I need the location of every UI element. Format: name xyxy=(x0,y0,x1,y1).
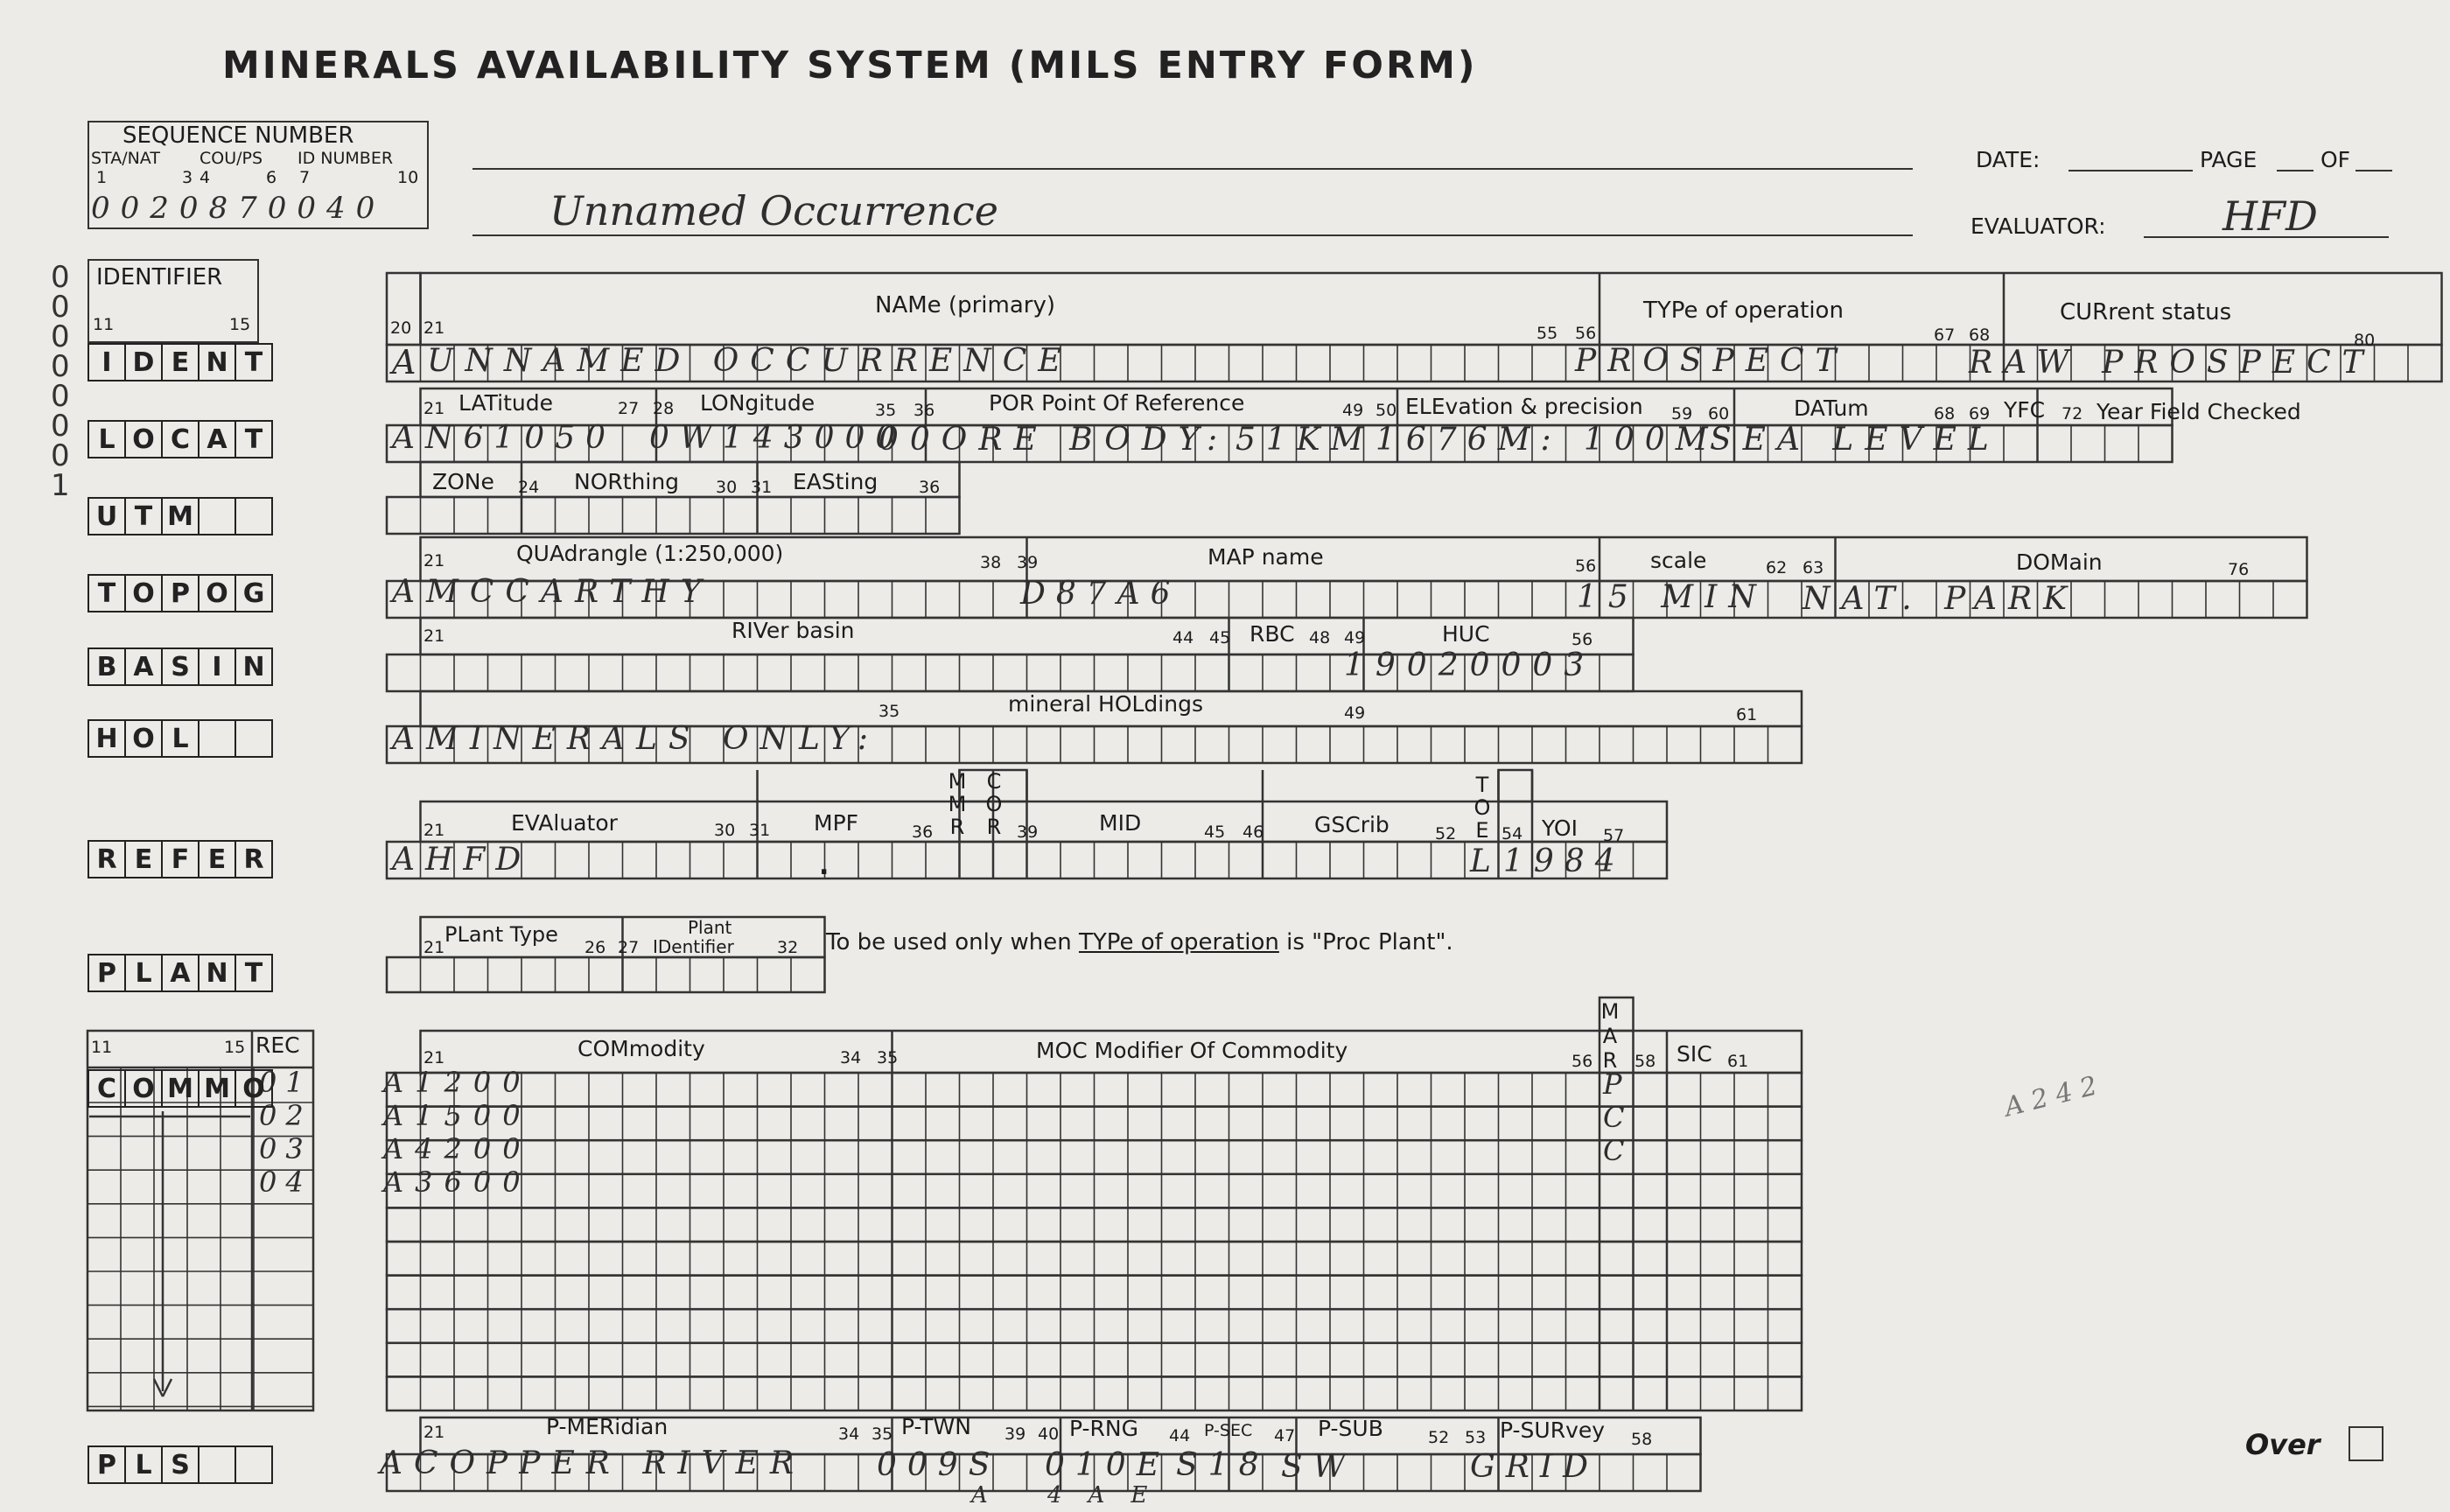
col-21: 21 xyxy=(424,318,445,338)
holdings-value: AMINERALS ONLY: xyxy=(392,721,880,757)
ident-name-value: UNNAMED OCCURRENCE xyxy=(427,343,1073,379)
locat-col-21: 21 xyxy=(424,399,445,418)
locat-col-69: 69 xyxy=(1969,404,1991,424)
twn-value: 009S xyxy=(877,1447,1001,1483)
locat-col-28: 28 xyxy=(653,399,675,418)
evaluator-label: EVALUATOR: xyxy=(1970,214,2106,239)
topog-col-39: 39 xyxy=(1017,553,1039,572)
commo-col-34: 34 xyxy=(840,1048,862,1068)
rng-label: P-RNG xyxy=(1069,1416,1138,1441)
margin-note-handwritten: A 2 4 2 xyxy=(2001,1070,2101,1124)
topog-col-76: 76 xyxy=(2228,560,2250,579)
seq-col-4: 4 xyxy=(200,168,211,187)
topog-col-56: 56 xyxy=(1575,556,1597,576)
commo-col-11: 11 xyxy=(91,1038,113,1057)
elev-label: ELEvation & precision xyxy=(1405,394,1643,419)
commodity-code-value: A1200 xyxy=(383,1066,532,1099)
quad-label: QUAdrangle (1:250,000) xyxy=(516,541,784,566)
header-line-2 xyxy=(472,234,1913,236)
refer-col-21: 21 xyxy=(424,821,445,840)
topog-col-63: 63 xyxy=(1802,558,1824,578)
pls-col-53: 53 xyxy=(1465,1428,1487,1447)
scale-value: 15 MIN xyxy=(1577,579,1768,615)
sequence-number-value: 0020870040 xyxy=(91,191,386,226)
sta-nat-label: STA/NAT xyxy=(91,149,160,168)
grid-box xyxy=(421,462,960,497)
easting-label: EASting xyxy=(793,469,878,494)
record-code-letter: B xyxy=(89,649,126,684)
record-code-letter xyxy=(236,499,271,534)
record-code-letter: N xyxy=(200,345,236,380)
record-code-letter: N xyxy=(242,651,265,682)
locat-col-72: 72 xyxy=(2062,404,2083,424)
record-code-letter: P xyxy=(89,1447,126,1482)
record-code-letter: N xyxy=(200,956,236,990)
topog-col-21: 21 xyxy=(424,551,445,570)
record-code-letter: H xyxy=(89,721,126,756)
date-field[interactable] xyxy=(2068,170,2193,172)
river-basin-label: RIVer basin xyxy=(732,618,855,643)
commo-col-35: 35 xyxy=(877,1048,899,1068)
record-code-letter: P xyxy=(89,956,126,990)
por-distance: 51KM xyxy=(1236,422,1374,458)
plant-id-label-top: Plant xyxy=(688,917,732,938)
record-code-letter: T xyxy=(244,424,263,455)
pls-col-34: 34 xyxy=(838,1424,860,1444)
record-code-letter: E xyxy=(163,345,200,380)
mpf-decimal-point: . xyxy=(819,850,830,881)
page-field[interactable] xyxy=(2277,170,2314,172)
over-label: Over xyxy=(2245,1428,2320,1461)
record-code-letter: L xyxy=(89,422,126,457)
record-code-letter: S xyxy=(163,1447,200,1482)
commo-col-61: 61 xyxy=(1727,1052,1749,1071)
commodity-rec-value: 03 xyxy=(259,1132,312,1166)
por-value: 00ORE BODY: xyxy=(878,422,1229,458)
holdings-label: mineral HOLdings xyxy=(1008,691,1203,717)
plant-note-suffix: is "Proc Plant". xyxy=(1286,929,1453,956)
plant-type-label: PLant Type xyxy=(444,922,558,947)
record-code-plant xyxy=(88,954,273,992)
record-code-letter: U xyxy=(89,499,126,534)
locat-col-35: 35 xyxy=(875,401,897,420)
commodity-rec-value: 04 xyxy=(259,1166,312,1199)
commodity-code-value: A3600 xyxy=(383,1166,532,1199)
sub-label: P-SUB xyxy=(1318,1416,1383,1441)
basin-col-48: 48 xyxy=(1309,628,1331,648)
pls-col-44: 44 xyxy=(1169,1426,1191,1446)
page-label: PAGE xyxy=(2200,147,2258,172)
toe-value: L xyxy=(1470,844,1491,879)
locat-col-68: 68 xyxy=(1934,404,1956,424)
utm-col-31: 31 xyxy=(751,478,773,497)
record-code-letter: L xyxy=(163,721,200,756)
pls-below-note: A 4AE xyxy=(971,1482,1174,1508)
locat-col-59: 59 xyxy=(1671,404,1693,424)
rec-label: REC xyxy=(256,1032,300,1058)
grid-line xyxy=(163,1379,172,1396)
mid-label: MID xyxy=(1099,810,1142,836)
refer-col-39: 39 xyxy=(1017,822,1039,842)
ident-status-value: RAW PROSPECT xyxy=(1969,345,2375,381)
zone-label: ZONe xyxy=(432,469,494,494)
commodity-mar-value: P xyxy=(1603,1068,1622,1101)
topog-col-62: 62 xyxy=(1766,558,1788,578)
refer-col-57: 57 xyxy=(1603,826,1625,845)
record-code-letter: O xyxy=(126,721,163,756)
locat-col-50: 50 xyxy=(1376,401,1397,420)
survey-value: GRID xyxy=(1470,1449,1599,1485)
grid-box xyxy=(387,957,825,992)
ident-type-value: PROSPECT xyxy=(1575,343,1848,379)
record-code-letter: O xyxy=(200,576,236,611)
record-code-utm xyxy=(88,497,273,536)
of-label: OF xyxy=(2320,147,2351,172)
ident-type-label: TYPe of operation xyxy=(1643,298,1844,324)
seq-col-6: 6 xyxy=(266,168,277,187)
pls-col-21: 21 xyxy=(424,1423,445,1442)
record-code-letter: O xyxy=(242,1073,265,1104)
domain-label: DOMain xyxy=(2016,550,2103,575)
record-code-letter: E xyxy=(200,842,236,877)
id-number-label: ID NUMBER xyxy=(298,149,394,168)
col-56: 56 xyxy=(1575,324,1597,343)
basin-col-21: 21 xyxy=(424,626,445,646)
over-arrow-box[interactable] xyxy=(2348,1426,2384,1461)
hol-col-61: 61 xyxy=(1736,705,1758,724)
record-code-letter: A xyxy=(163,956,200,990)
refer-col-45: 45 xyxy=(1204,822,1226,842)
seq-col-1: 1 xyxy=(96,168,108,187)
yfc-description: Year Field Checked xyxy=(2096,399,2301,424)
plant-col-27: 27 xyxy=(618,938,640,957)
pls-col-35: 35 xyxy=(872,1424,893,1444)
record-code-commo xyxy=(88,1069,273,1108)
rng-value: 010E xyxy=(1045,1447,1170,1483)
topog-col-38: 38 xyxy=(980,553,1002,572)
basin-col-56: 56 xyxy=(1572,630,1593,649)
pls-col-40: 40 xyxy=(1038,1424,1060,1444)
commodity-mar-value: C xyxy=(1603,1101,1625,1134)
record-code-letter: L xyxy=(126,1447,163,1482)
utm-col-36: 36 xyxy=(919,478,941,497)
sic-label: SIC xyxy=(1676,1041,1712,1067)
mpf-label: MPF xyxy=(814,810,859,836)
locat-col-60: 60 xyxy=(1708,404,1730,424)
precision-value: 100M xyxy=(1584,422,1718,458)
refer-col-54: 54 xyxy=(1502,824,1523,844)
record-code-letter: R xyxy=(89,842,126,877)
commo-col-21: 21 xyxy=(424,1048,445,1068)
commodity-label: COMmodity xyxy=(578,1036,705,1061)
pls-col-47: 47 xyxy=(1274,1426,1296,1446)
record-code-letter xyxy=(236,1447,271,1482)
record-code-letter: G xyxy=(242,578,265,609)
col-68: 68 xyxy=(1969,326,1991,345)
plant-col-32: 32 xyxy=(777,938,799,957)
hol-col-49: 49 xyxy=(1344,704,1366,723)
record-code-letter: A xyxy=(200,422,236,457)
commo-col-58: 58 xyxy=(1634,1052,1656,1071)
record-code-letter: T xyxy=(126,499,163,534)
evaluator-col-label: EVAluator xyxy=(511,810,618,836)
record-code-letter: R xyxy=(243,844,264,875)
record-code-letter: O xyxy=(126,422,163,457)
lat-label: LATitude xyxy=(458,390,554,416)
record-code-letter: F xyxy=(163,842,200,877)
yfc-label: YFC xyxy=(2004,397,2046,423)
utm-col-30: 30 xyxy=(716,478,738,497)
lon-value: 0W143000 xyxy=(649,420,906,456)
por-label: POR Point Of Reference xyxy=(989,390,1245,416)
meridian-value: ACOPPER RIVER xyxy=(380,1446,806,1481)
record-code-letter xyxy=(200,499,236,534)
header-line-1 xyxy=(472,168,1913,170)
domain-value: NAT. PARK xyxy=(1802,581,2079,617)
record-code-letter: T xyxy=(244,346,263,378)
pls-col-58: 58 xyxy=(1631,1430,1653,1449)
record-code-letter: P xyxy=(163,576,200,611)
grid-line xyxy=(154,1379,163,1396)
hol-col-35: 35 xyxy=(878,702,900,721)
datum-value: SEA LEVEL xyxy=(1710,422,2000,458)
refer-col-31: 31 xyxy=(749,821,771,840)
elev-value: 1676M: xyxy=(1376,422,1562,458)
commodity-rec-value: 01 xyxy=(259,1066,312,1099)
sub-value: SW xyxy=(1281,1449,1356,1485)
record-code-letter: O xyxy=(126,576,163,611)
record-code-ident xyxy=(88,343,273,382)
refer-col-52: 52 xyxy=(1435,824,1457,844)
sequence-number-title: SEQUENCE NUMBER xyxy=(122,122,354,149)
record-code-locat xyxy=(88,420,273,458)
identifier-col-15: 15 xyxy=(229,315,251,334)
form-title: MINERALS AVAILABILITY SYSTEM (MILS ENTRY FORM) xyxy=(222,44,1478,88)
map-name-value: D87A6 xyxy=(1020,576,1181,612)
sec-label: P-SEC xyxy=(1204,1421,1253,1440)
margin-digits: 00000001 xyxy=(51,260,70,503)
record-code-pls xyxy=(88,1446,273,1484)
seq-col-3: 3 xyxy=(182,168,193,187)
record-code-letter xyxy=(200,1447,236,1482)
commo-col-56: 56 xyxy=(1572,1052,1593,1071)
refer-col-30: 30 xyxy=(714,821,736,840)
record-code-letter: A xyxy=(126,649,163,684)
toe-label: TOE xyxy=(1474,773,1491,843)
lon-label: LONgitude xyxy=(700,390,816,416)
refer-col-46: 46 xyxy=(1242,822,1264,842)
pls-col-52: 52 xyxy=(1428,1428,1450,1447)
seq-col-7: 7 xyxy=(299,168,311,187)
plant-note-link: TYPe of operation xyxy=(1078,929,1279,956)
locat-col-36: 36 xyxy=(914,401,935,420)
identifier-title: IDENTIFIER xyxy=(96,264,223,290)
ident-flag: A xyxy=(392,343,416,382)
yoi-value: 1984 xyxy=(1503,844,1626,879)
lat-value: AN61050 xyxy=(392,420,617,456)
refer-col-36: 36 xyxy=(912,822,934,842)
meridian-label: P-MERidian xyxy=(546,1414,668,1439)
quad-value: AMCCARTHY xyxy=(392,574,713,610)
commodity-code-value: A1500 xyxy=(383,1099,532,1132)
plant-id-label: IDentifier xyxy=(653,936,734,957)
record-code-letter xyxy=(200,721,236,756)
basin-col-44: 44 xyxy=(1172,628,1194,648)
record-code-letter: S xyxy=(163,649,200,684)
plant-col-21: 21 xyxy=(424,938,445,957)
gscrib-label: GSCrib xyxy=(1314,812,1390,837)
mar-label: MAR xyxy=(1600,999,1620,1073)
record-code-letter: C xyxy=(89,1071,126,1106)
ident-name-label: NAMe (primary) xyxy=(875,292,1055,318)
northing-label: NORthing xyxy=(574,469,680,494)
occurrence-name-handwritten: Unnamed Occurrence xyxy=(550,187,999,234)
cor-label: COR xyxy=(985,769,1003,839)
commo-col-15: 15 xyxy=(224,1038,246,1057)
record-code-letter: I xyxy=(200,649,236,684)
locat-col-49: 49 xyxy=(1342,401,1364,420)
rbc-label: RBC xyxy=(1250,621,1295,647)
record-code-basin xyxy=(88,648,273,686)
commodity-code-value: A4200 xyxy=(383,1132,532,1166)
cou-ps-label: COU/PS xyxy=(200,149,263,168)
identifier-col-11: 11 xyxy=(93,315,115,334)
huc-label: HUC xyxy=(1442,621,1490,647)
plant-col-26: 26 xyxy=(584,938,606,957)
evaluator-signature: HFD xyxy=(2222,192,2318,240)
plant-note-prefix: To be used only when xyxy=(826,929,1072,956)
col-67: 67 xyxy=(1934,326,1956,345)
seq-col-10: 10 xyxy=(397,168,419,187)
col-55: 55 xyxy=(1536,324,1558,343)
date-label: DATE: xyxy=(1976,147,2040,172)
scale-label: scale xyxy=(1650,548,1707,573)
map-name-label: MAP name xyxy=(1208,544,1324,570)
record-code-letter xyxy=(236,721,271,756)
evaluator-code-value: AHFD xyxy=(392,842,532,878)
record-code-letter: L xyxy=(126,956,163,990)
grid-box xyxy=(1499,770,1533,802)
mmr-label: MMR xyxy=(948,769,967,839)
record-code-letter: E xyxy=(126,842,163,877)
ident-status-label: CURrent status xyxy=(2060,299,2232,326)
record-code-letter: I xyxy=(89,345,126,380)
record-code-hol xyxy=(88,719,273,758)
locat-col-27: 27 xyxy=(618,399,640,418)
basin-col-45: 45 xyxy=(1209,628,1231,648)
pls-col-39: 39 xyxy=(1004,1424,1026,1444)
record-code-letter: M xyxy=(200,1071,236,1106)
moc-label: MOC Modifier Of Commodity xyxy=(1036,1038,1348,1063)
record-code-refer xyxy=(88,840,273,878)
grid-box xyxy=(387,497,960,534)
record-code-topog xyxy=(88,574,273,612)
record-code-letter: M xyxy=(163,1071,200,1106)
commodity-mar-value: C xyxy=(1603,1134,1625,1167)
col-20: 20 xyxy=(390,318,412,338)
commodity-rec-value: 02 xyxy=(259,1099,312,1132)
huc-value: 19020003 xyxy=(1344,648,1596,683)
yoi-label: YOI xyxy=(1542,816,1578,841)
record-code-letter: T xyxy=(244,957,263,989)
record-code-letter: D xyxy=(126,345,163,380)
sec-value: S18 xyxy=(1176,1447,1270,1483)
twn-label: P-TWN xyxy=(901,1414,971,1439)
survey-label: P-SURvey xyxy=(1500,1418,1606,1443)
col-80: 80 xyxy=(2354,331,2376,350)
plant-note xyxy=(826,929,1453,956)
of-field[interactable] xyxy=(2356,170,2392,172)
basin-col-49: 49 xyxy=(1344,628,1366,648)
record-code-letter: M xyxy=(163,499,200,534)
record-code-letter: T xyxy=(89,576,126,611)
record-code-letter: O xyxy=(126,1071,163,1106)
utm-col-24: 24 xyxy=(518,478,540,497)
datum-label: DATum xyxy=(1794,396,1869,421)
record-code-letter: C xyxy=(163,422,200,457)
